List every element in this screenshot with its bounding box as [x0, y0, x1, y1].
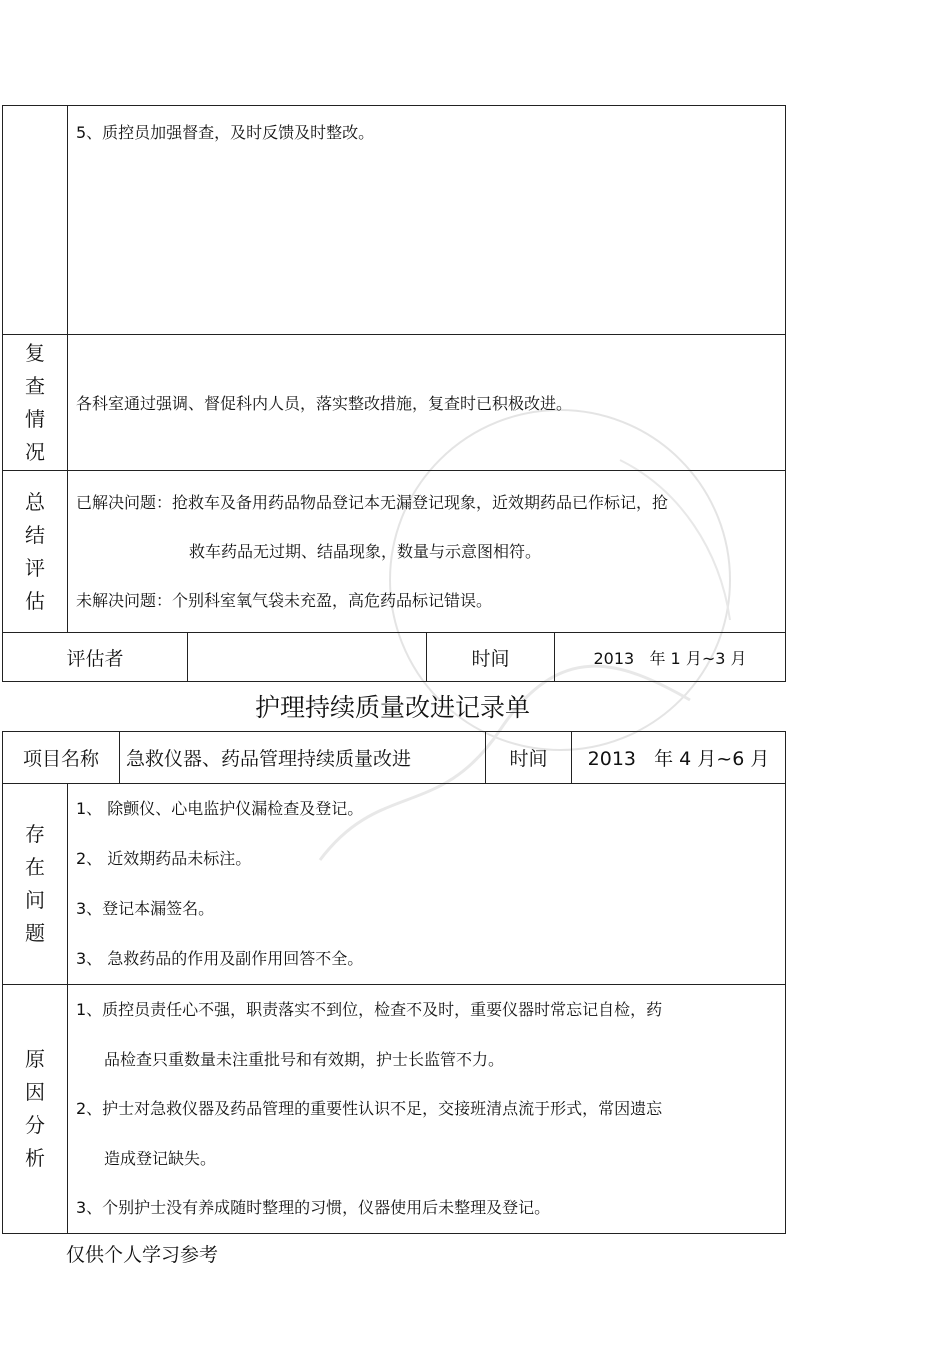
time-label: 时间 — [427, 633, 555, 682]
recheck-content: 各科室通过强调、督促科内人员，落实整改措施，复查时已积极改进。 — [68, 335, 786, 471]
analysis-item-cont: 造成登记缺失。 — [104, 1148, 217, 1168]
measure-item-5: 5、质控员加强督查，及时反馈及时整改。 — [76, 123, 375, 142]
analysis-item-cont: 品检查只重数量未注重批号和有效期，护士长监管不力。 — [104, 1049, 505, 1069]
issue-item: 3、登记本漏签名。 — [76, 899, 215, 918]
analysis-content — [68, 985, 786, 1234]
issues-header: 存 在 问 题 — [3, 784, 68, 985]
project-name-value: 急救仪器、药品管理持续质量改进 — [120, 732, 486, 784]
analysis-header: 原 因 分 析 — [3, 985, 68, 1234]
footer-note: 仅供个人学习参考 — [66, 1244, 219, 1266]
record-table-continued — [2, 105, 786, 682]
record-table — [2, 731, 786, 1234]
analysis-item: 1、质控员责任心不强，职责落实不到位，检查不及时，重要仪器时常忘记自检，药 — [76, 1000, 663, 1019]
page-title: 护理持续质量改进记录单 — [254, 693, 530, 722]
assessor-label: 评估者 — [3, 633, 188, 682]
measures-header-cell — [3, 106, 68, 335]
recheck-header: 复 查 情 况 — [3, 335, 68, 471]
summary-content — [68, 471, 786, 633]
analysis-item: 3、个别护士没有养成随时整理的习惯，仪器使用后未整理及登记。 — [76, 1198, 551, 1217]
issues-content — [68, 784, 786, 985]
time-label: 时间 — [486, 732, 572, 784]
issue-item: 2、 近效期药品未标注。 — [76, 849, 252, 868]
resolved-issues-cont: 救车药品无过期、结晶现象，数量与示意图相符。 — [189, 542, 542, 561]
issue-item: 1、 除颤仪、心电监护仪漏检查及登记。 — [76, 799, 364, 818]
measures-cell — [68, 106, 786, 335]
unresolved-issues: 未解决问题：个别科室氧气袋未充盈，高危药品标记错误。 — [76, 591, 493, 610]
assessor-value — [188, 633, 427, 682]
time-value: 2013 年 1 月~3 月 — [555, 633, 786, 682]
time-value: 2013 年 4 月~6 月 — [572, 732, 786, 784]
resolved-issues: 已解决问题：抢救车及备用药品物品登记本无漏登记现象，近效期药品已作标记，抢 — [76, 493, 669, 512]
analysis-item: 2、护士对急救仪器及药品管理的重要性认识不足，交接班清点流于形式，常因遗忘 — [76, 1099, 663, 1118]
project-name-label: 项目名称 — [3, 732, 120, 784]
issue-item: 3、 急救药品的作用及副作用回答不全。 — [76, 949, 364, 968]
summary-header: 总 结 评 估 — [3, 471, 68, 633]
